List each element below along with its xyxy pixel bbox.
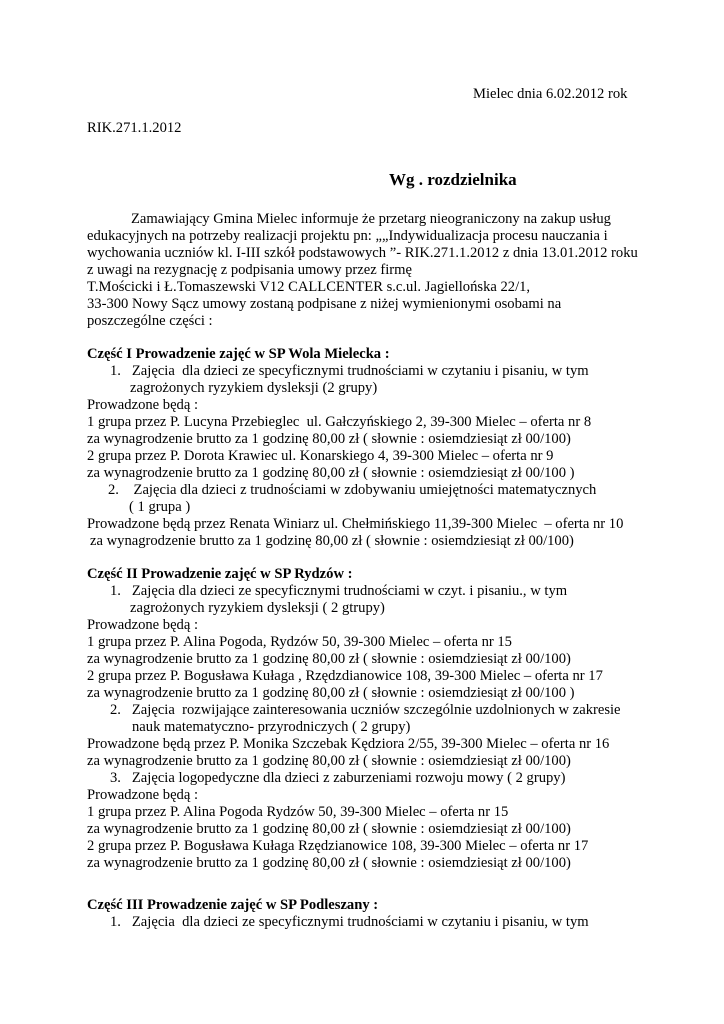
intro-line: T.Mościcki i Ł.Tomaszewski V12 CALLCENTER s.c.ul. Jagiellońska 22/1, [87,279,531,295]
part1-line: zagrożonych ryzykiem dysleksji (2 grupy) [130,380,378,396]
part1-line: za wynagrodzenie brutto za 1 godzinę 80,00 zł ( słownie : osiemdziesiąt zł 00/100) [87,431,571,447]
intro-line: Zamawiający Gmina Mielec informuje że przetarg nieograniczony na zakup usług [131,211,611,227]
part3-heading: Część III Prowadzenie zajęć w SP Podleszany : [87,897,379,913]
part1-line: za wynagrodzenie brutto za 1 godzinę 80,00 zł ( słownie : osiemdziesiąt zł 00/100) [90,533,574,549]
reference-number: RIK.271.1.2012 [87,120,182,136]
intro-line: edukacyjnych na potrzeby realizacji projektu pn: „„Indywidualizacja procesu nauczania i [87,228,608,244]
part2-line: 1 grupa przez P. Alina Pogoda Rydzów 50, 39-300 Mielec – oferta nr 15 [87,804,509,820]
part1-line: 2. Zajęcia dla dzieci z trudnościami w zdobywaniu umiejętności matematycznych [108,482,597,498]
part2-line: za wynagrodzenie brutto za 1 godzinę 80,00 zł ( słownie : osiemdziesiąt zł 00/100) [87,821,571,837]
part2-line: zagrożonych ryzykiem dysleksji ( 2 gtrupy) [130,600,385,616]
part2-line: Prowadzone będą : [87,787,199,803]
intro-line: 33-300 Nowy Sącz umowy zostaną podpisane z niżej wymienionymi osobami na [87,296,562,312]
part2-line: za wynagrodzenie brutto za 1 godzinę 80,00 zł ( słownie : osiemdziesiąt zł 00/100) [87,651,571,667]
addressee-title: Wg . rozdzielnika [389,170,517,189]
part2-line: za wynagrodzenie brutto za 1 godzinę 80,00 zł ( słownie : osiemdziesiąt zł 00/100) [87,753,571,769]
part2-line: Prowadzone będą przez P. Monika Szczebak Kędziora 2/55, 39-300 Mielec – oferta nr 16 [87,736,610,752]
part1-line: ( 1 grupa ) [129,499,191,515]
part2-line: 2 grupa przez P. Bogusława Kułaga Rzędzianowice 108, 39-300 Mielec – oferta nr 17 [87,838,589,854]
date-line: Mielec dnia 6.02.2012 rok [473,86,628,102]
part1-line: 1 grupa przez P. Lucyna Przebieglec ul. Gałczyńskiego 2, 39-300 Mielec – oferta nr 8 [87,414,592,430]
part2-line: nauk matematyczno- przyrodniczych ( 2 grupy) [132,719,411,735]
part2-line: 1 grupa przez P. Alina Pogoda, Rydzów 50, 39-300 Mielec – oferta nr 15 [87,634,512,650]
part1-line: Prowadzone będą : [87,397,199,413]
part3-line: 1. Zajęcia dla dzieci ze specyficznymi trudnościami w czytaniu i pisaniu, w tym [110,914,589,930]
intro-line: poszczególne części : [87,313,213,329]
part2-line: za wynagrodzenie brutto za 1 godzinę 80,00 zł ( słownie : osiemdziesiąt zł 00/100 ) [87,685,575,701]
part2-heading: Część II Prowadzenie zajęć w SP Rydzów : [87,566,353,582]
part2-line: 2 grupa przez P. Bogusława Kułaga , Rzędzdianowice 108, 39-300 Mielec – oferta nr 17 [87,668,603,684]
part1-heading: Część I Prowadzenie zajęć w SP Wola Mielecka : [87,346,390,362]
part1-line: 1. Zajęcia dla dzieci ze specyficznymi trudnościami w czytaniu i pisaniu, w tym [110,363,589,379]
part2-line: Prowadzone będą : [87,617,199,633]
part2-line: za wynagrodzenie brutto za 1 godzinę 80,00 zł ( słownie : osiemdziesiąt zł 00/100) [87,855,571,871]
part2-line: 3. Zajęcia logopedyczne dla dzieci z zaburzeniami rozwoju mowy ( 2 grupy) [110,770,566,786]
part1-line: Prowadzone będą przez Renata Winiarz ul. Chełmińskiego 11,39-300 Mielec – oferta nr 10 [87,516,624,532]
part1-line: za wynagrodzenie brutto za 1 godzinę 80,00 zł ( słownie : osiemdziesiąt zł 00/100 ) [87,465,575,481]
intro-line: z uwagi na rezygnację z podpisania umowy przez firmę [87,262,412,278]
intro-line: wychowania uczniów kl. I-III szkół podstawowych ”- RIK.271.1.2012 z dnia 13.01.2012 roku [87,245,638,261]
part1-line: 2 grupa przez P. Dorota Krawiec ul. Konarskiego 4, 39-300 Mielec – oferta nr 9 [87,448,554,464]
part2-line: 2. Zajęcia rozwijające zainteresowania uczniów szczególnie uzdolnionych w zakresie [110,702,621,718]
part2-line: 1. Zajęcia dla dzieci ze specyficznymi trudnościami w czyt. i pisaniu., w tym [110,583,568,599]
